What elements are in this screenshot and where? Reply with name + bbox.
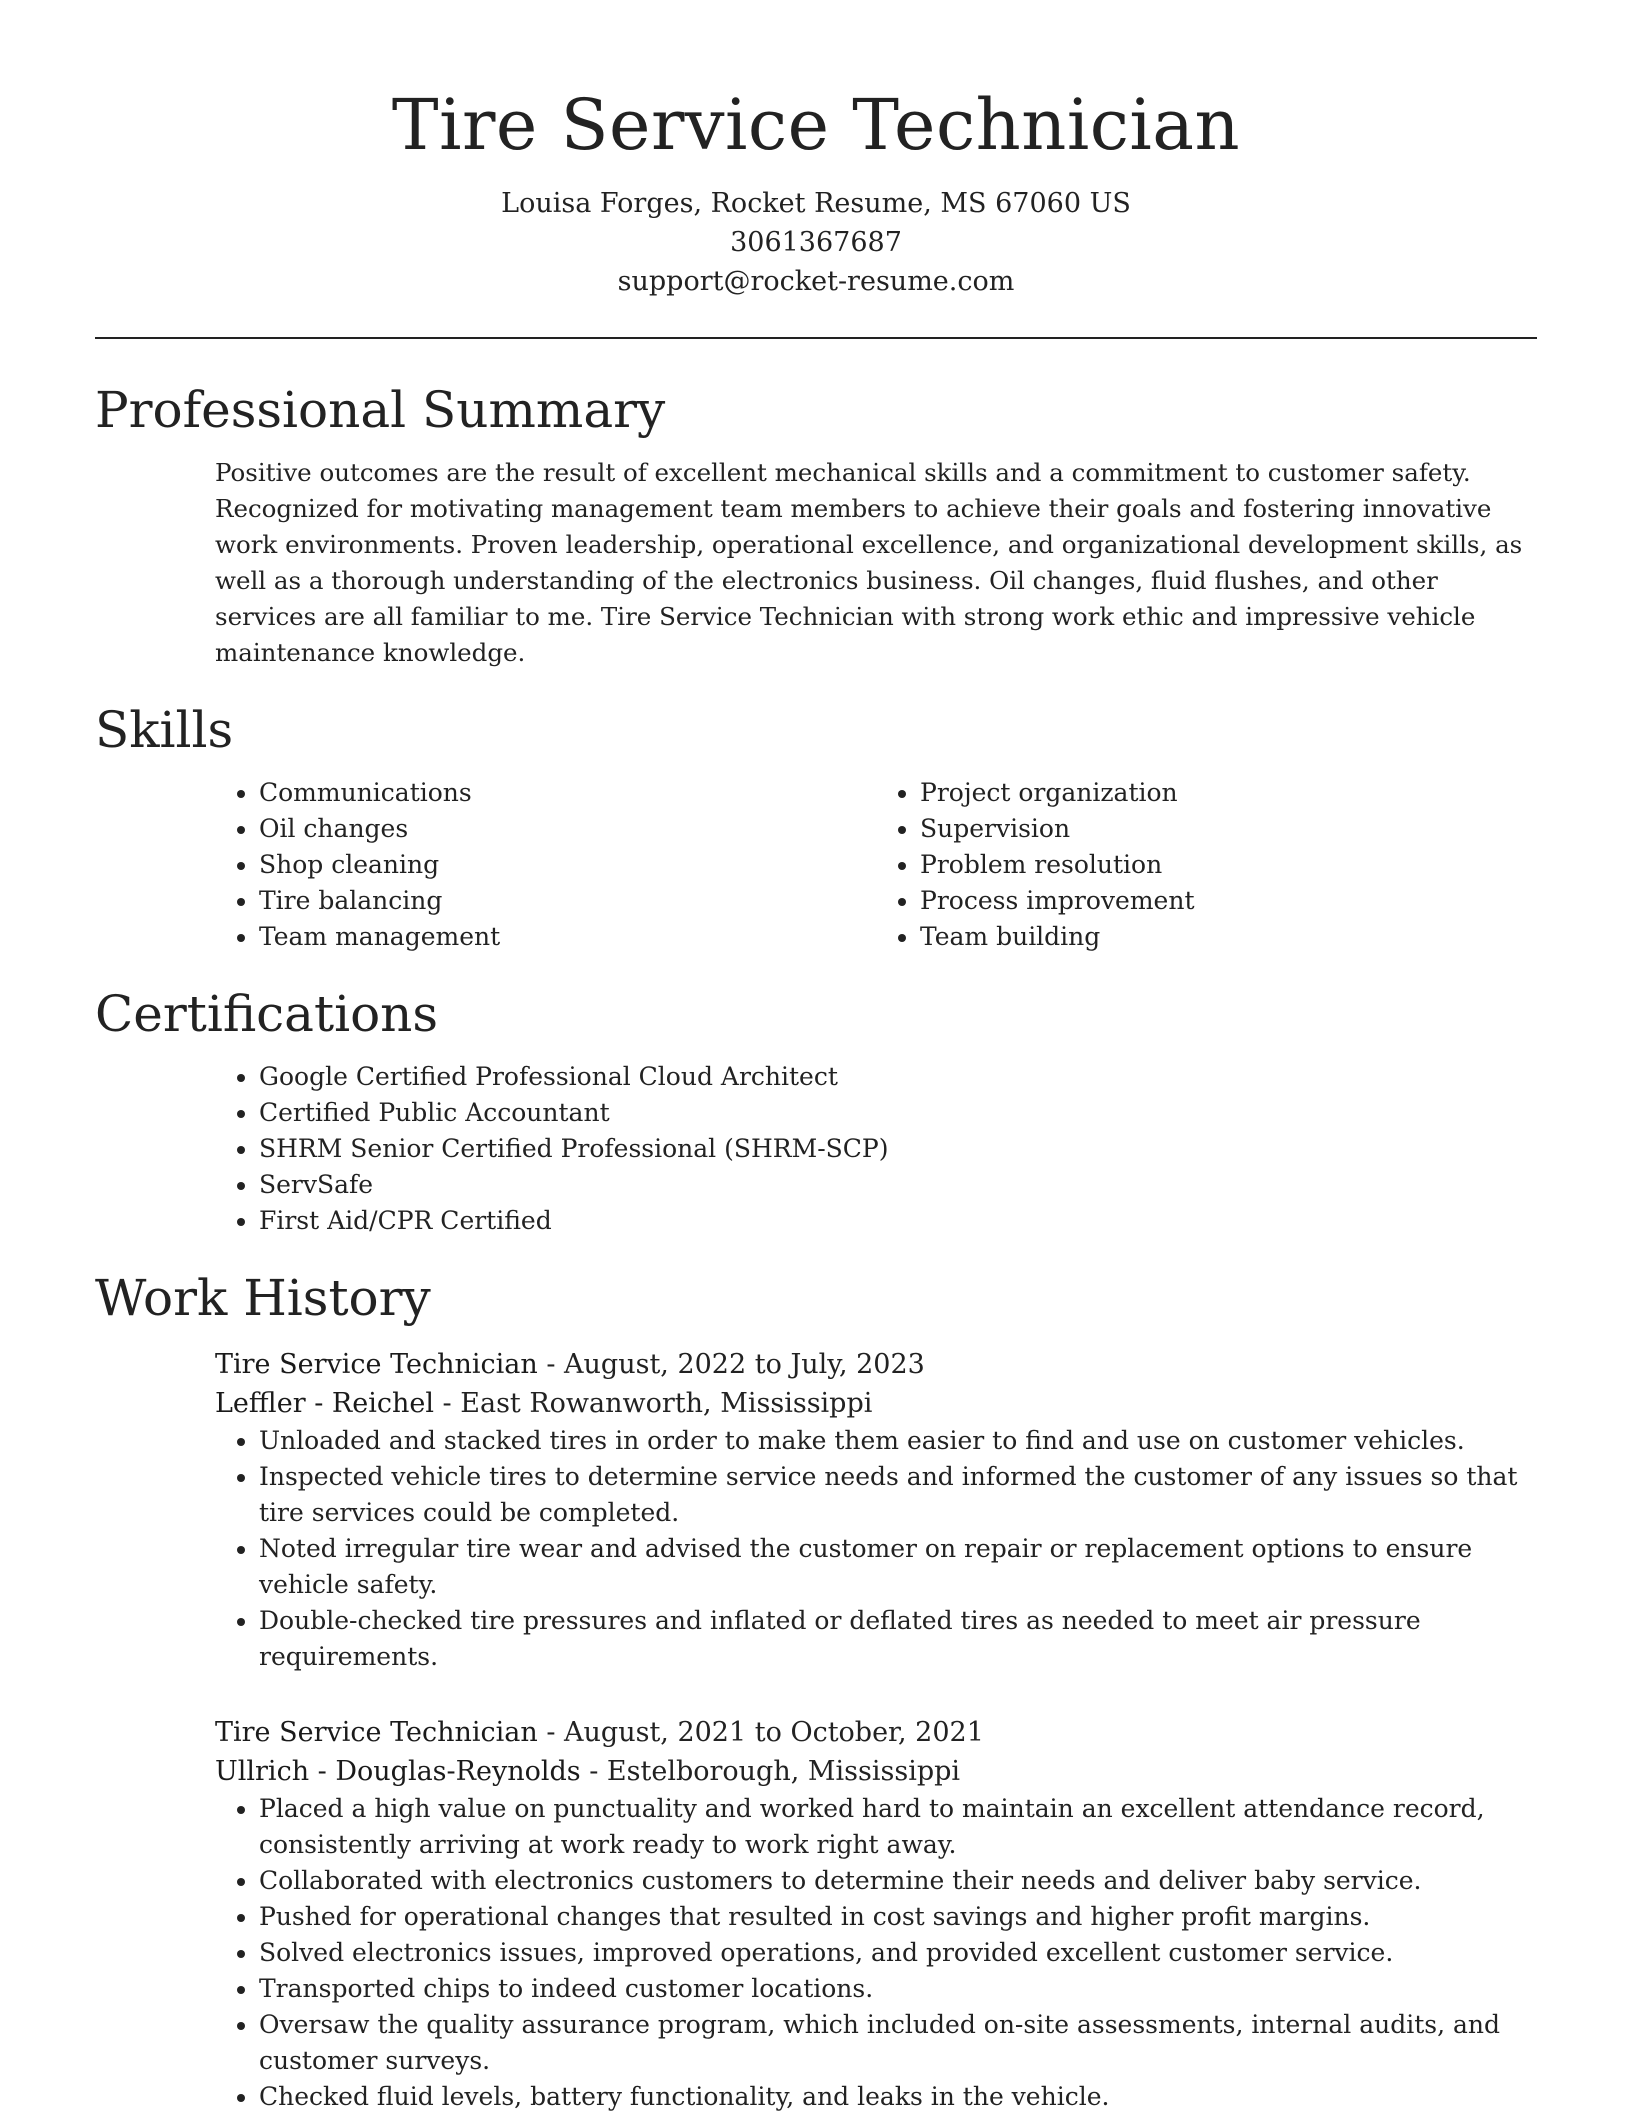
job-duty-item: • Collaborated with electronics customers to determine their needs and deliver baby service. (259, 1863, 1537, 1899)
job-duties-list (215, 1423, 1537, 1675)
certification-item: • ServSafe (259, 1167, 1537, 1203)
job-duty-item: • Noted irregular tire wear and advised the customer on repair or replacement options to ensure vehicle safety. (259, 1531, 1537, 1603)
job-employer: Leffler - Reichel (215, 1388, 434, 1419)
job-duty-item: • Transported chips to indeed customer locations. (259, 1971, 1537, 2007)
contact-phone: 3061367687 (730, 227, 902, 258)
job-employer: Ullrich - Douglas-Reynolds (215, 1756, 581, 1787)
skill-item: • Project organization (920, 775, 1537, 811)
job-entry (215, 1713, 1537, 2115)
skill-item: • Team management (259, 919, 876, 955)
job-employer-line (215, 1752, 1537, 1791)
resume-title: Tire Service Technician (391, 84, 1241, 166)
skill-item: • Oil changes (259, 811, 876, 847)
section-heading-skills: Skills (95, 701, 234, 759)
job-title: Tire Service Technician (215, 1349, 538, 1380)
skill-item: • Process improvement (920, 883, 1537, 919)
certification-item: • First Aid/CPR Certified (259, 1203, 1537, 1239)
skill-item: • Team building (920, 919, 1537, 955)
job-title: Tire Service Technician (215, 1717, 538, 1748)
job-location: - East Rowanworth, Mississippi (433, 1388, 873, 1419)
skills-list-right (876, 775, 1537, 955)
contact-email[interactable]: support@rocket-resume.com (617, 266, 1015, 297)
work-history-section (95, 1265, 1537, 2115)
certifications-list (215, 1059, 1537, 1239)
section-heading-summary: Professional Summary (95, 381, 666, 439)
skill-item: • Communications (259, 775, 876, 811)
skill-item: • Shop cleaning (259, 847, 876, 883)
certification-item: • Certified Public Accountant (259, 1095, 1537, 1131)
job-employer-line (215, 1384, 1537, 1423)
skills-list-left (215, 775, 876, 955)
certification-item: • SHRM Senior Certified Professional (SHRM-SCP) (259, 1131, 1537, 1167)
job-duty-item: • Pushed for operational changes that resulted in cost savings and higher profit margins. (259, 1899, 1537, 1935)
section-heading-work-history: Work History (95, 1269, 431, 1327)
skill-item: • Tire balancing (259, 883, 876, 919)
header-divider (95, 337, 1537, 339)
job-duty-item: • Checked fluid levels, battery functionality, and leaks in the vehicle. (259, 2079, 1537, 2115)
contact-address: Louisa Forges, Rocket Resume, MS 67060 US (501, 188, 1131, 219)
job-duty-item: • Unloaded and stacked tires in order to make them easier to find and use on customer vehicles. (259, 1423, 1537, 1459)
job-entry (215, 1345, 1537, 1675)
job-location: - Estelborough, Mississippi (580, 1756, 961, 1787)
certifications-section (95, 981, 1537, 1239)
skill-item: • Supervision (920, 811, 1537, 847)
skills-columns (215, 775, 1537, 955)
section-heading-certifications: Certifications (95, 985, 439, 1043)
job-duty-item: • Solved electronics issues, improved operations, and provided excellent customer service. (259, 1935, 1537, 1971)
job-duty-item: • Double-checked tire pressures and inflated or deflated tires as needed to meet air pressure requirements. (259, 1603, 1537, 1675)
resume-header (95, 0, 1537, 301)
summary-text: Positive outcomes are the result of excellent mechanical skills and a commitment to customer safety. Recognized for motivating management team members to achieve their goals and fostering innovative work environments. Proven leadership, operational excellence, and organizational development skills, as well as a thorough understanding of the electronics business. Oil changes, fluid flushes, and other services are all familiar to me. Tire Service Technician with strong work ethic and impressive vehicle maintenance knowledge. (215, 458, 1523, 667)
job-title-line (215, 1713, 1537, 1752)
job-dates: - August, 2022 to July, 2023 (537, 1349, 925, 1380)
job-duties-list (215, 1791, 1537, 2115)
job-duty-item: • Inspected vehicle tires to determine service needs and informed the customer of any issues so that tire services could be completed. (259, 1459, 1537, 1531)
skills-section (95, 697, 1537, 955)
professional-summary-section (95, 377, 1537, 671)
job-duty-item: • Oversaw the quality assurance program, which included on-site assessments, internal audits, and customer surveys. (259, 2007, 1537, 2079)
job-title-line (215, 1345, 1537, 1384)
certification-item: • Google Certified Professional Cloud Architect (259, 1059, 1537, 1095)
certifications-list-wrapper (215, 1059, 1537, 1239)
skill-item: • Problem resolution (920, 847, 1537, 883)
job-dates: - August, 2021 to October, 2021 (537, 1717, 984, 1748)
job-duty-item: • Placed a high value on punctuality and worked hard to maintain an excellent attendance record, consistently arriving at work ready to work right away. (259, 1791, 1537, 1863)
